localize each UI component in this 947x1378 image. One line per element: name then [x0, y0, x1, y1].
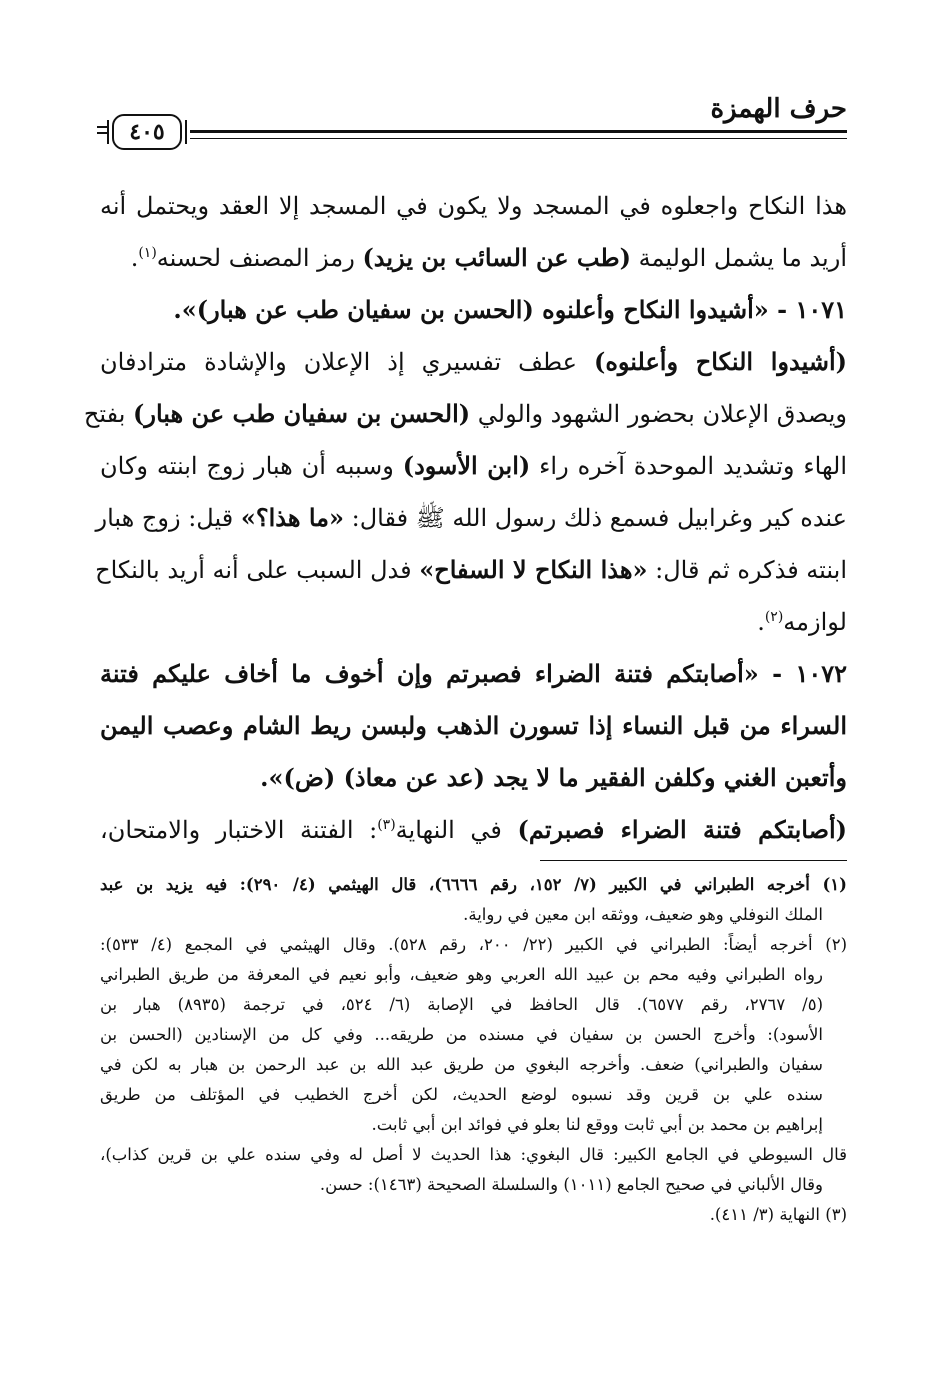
footnote-line: وقال الألباني في صحيح الجامع (١٠١١) والسلسلة الصحيحة (١٤٦٣): حسن.: [319, 1175, 823, 1194]
chapter-title: حرف الهمزة: [710, 94, 847, 124]
footnote-line: رواه الطبراني وفيه محم بن عبيد الله العربي وهو ضعيف، وأبو نعيم في المعرفة من طريق الطبراني: [100, 965, 823, 984]
text-segment: (أصابتكم فتنة الضراء فصبرتم): [517, 815, 847, 844]
footnotes: [100, 870, 847, 1230]
footnote-line: إبراهيم بن محمد بن أبي ثابت ووقع لنا بعلو في فوائد ابن أبي ثابت.: [371, 1115, 823, 1134]
footnote-line: الأسود): وأخرج الحسن بن سفيان في مسنده من طريقه... وفي كل من الإسنادين (الحسن بن: [100, 1025, 823, 1044]
footnote-line: الملك النوفلي وهو ضعيف، ووثقه ابن معين في رواية.: [463, 905, 823, 924]
hadith-1072-end: وأتعبن الغني وكلفن الفقير ما لا يجد (عد عن معاذ) (ض)».: [260, 763, 847, 792]
text-segment: «ما هذا؟»: [240, 503, 345, 532]
text-line: هذا النكاح واجعلوه في المسجد ولا يكون في المسجد إلا العقد ويحتمل أنه: [100, 192, 847, 220]
page-number: ٤٠٥: [112, 114, 182, 150]
footnote-ref: (١): [138, 245, 157, 261]
text-segment: ويصدق الإعلان بحضور الشهود والولي: [470, 400, 847, 428]
text-segment: ابنته فذكره ثم قال:: [647, 556, 847, 584]
text-segment: قيل: زوج هبار: [95, 504, 241, 532]
text-line: [83, 388, 847, 440]
text-segment: (الحسن بن سفيان طب عن هبار): [133, 399, 471, 428]
text-line: [95, 492, 847, 544]
text-segment: بفتح: [83, 400, 134, 428]
footnote-separator: [540, 860, 847, 861]
text-segment: (طب عن السائب بن يزيد): [362, 243, 631, 272]
text-segment: في النهاية: [395, 816, 518, 844]
footnote-line: سفيان والطبراني) ضعف. وأخرجه البغوي من طريق عبد الله بن عبد الرحمن بن هبار به لكن في: [100, 1055, 823, 1074]
header-rule-thick: [190, 130, 847, 133]
text-segment: لوازمه: [783, 608, 847, 636]
text-line: [100, 804, 847, 856]
footnote-ref: (٢): [764, 609, 784, 625]
main-text: [83, 180, 847, 856]
header-rule-thin: [190, 138, 847, 139]
footnote-line: قال السيوطي في الجامع الكبير: قال البغوي: هذا الحديث لا أصل له وفي سنده علي بن قرين كذاب)،: [100, 1145, 847, 1164]
text-segment: أريد ما يشمل الوليمة: [630, 244, 847, 272]
text-segment: الهاء وتشديد الموحدة آخره راء: [530, 452, 847, 480]
hadith-1071: ١٠٧١ - «أشيدوا النكاح وأعلنوه (الحسن بن سفيان طب عن هبار)».: [173, 295, 847, 324]
text-segment: فدل السبب على أنه أريد بالنكاح: [95, 556, 420, 584]
footnote-line: (٣) النهاية (٣/ ٤١١).: [709, 1205, 847, 1224]
footnote-line: (١) أخرجه الطبراني في الكبير (٧/ ١٥٢، رقم ٦٦٦٦)، قال الهيثمي (٤/ ٢٩٠): فيه يزيد بن عبد: [100, 875, 847, 894]
footnote-line: سنده علي بن قرين وقد نسبوه لوضع الحديث، لكن أخرج الخطيب في المؤتلف من طريق: [100, 1085, 823, 1104]
text-line: [100, 232, 847, 284]
text-line: [95, 544, 847, 596]
text-segment: رمز المصنف لحسنه: [156, 244, 363, 272]
footnote-line: (٥/ ٢٧٦٧، رقم ٦٥٧٧). قال الحافظ في الإصابة (٦/ ٥٢٤، في ترجمة (٨٩٣٥) هبار بن: [100, 995, 823, 1014]
text-segment: (ابن الأسود): [402, 451, 531, 480]
text-segment: عنده كير وغرابيل فسمع ذلك رسول الله ﷺ فقال:: [344, 504, 847, 532]
text-line: [100, 440, 847, 492]
period: .: [130, 244, 139, 272]
footnote-ref: (٣): [377, 817, 396, 833]
period: .: [757, 608, 765, 636]
text-segment: «هذا النكاح لا السفاح»: [419, 555, 648, 584]
text-line: [100, 596, 847, 648]
hadith-1072: ١٠٧٢ - «أصابتكم فتنة الضراء فصبرتم وإن أخوف ما أخاف عليكم فتنة: [100, 659, 847, 688]
text-segment: (أشيدوا النكاح وأعلنوه): [593, 347, 847, 376]
footnote-line: (٢) أخرجه أيضاً: الطبراني في الكبير (٢٢/ ٢٠٠، رقم ٥٢٨). وقال الهيثمي في المجمع (٤/ ٥٣٣):: [100, 935, 847, 954]
header-ornament: [97, 126, 107, 134]
text-segment: وسببه أن هبار زوج ابنته وكان: [100, 452, 403, 480]
hadith-1072-cont: السراء من قبل النساء إذا تسورن الذهب ولبسن ريط الشام وعصب اليمن: [100, 711, 847, 740]
text-segment: عطف تفسيري إذ الإعلان والإشادة مترادفان: [100, 348, 594, 376]
text-segment: : الفتنة الاختبار والامتحان،: [100, 816, 378, 844]
text-line: [100, 336, 847, 388]
